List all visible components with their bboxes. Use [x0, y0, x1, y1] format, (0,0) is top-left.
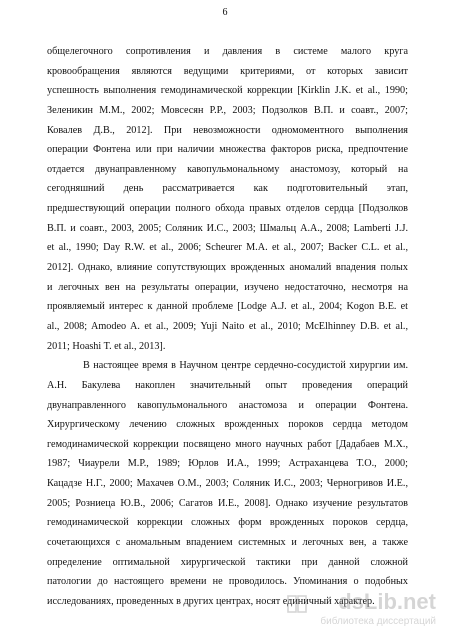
text-line: 2005; Розниеца Ю.В., 2006; Сагатов И.Е., 2008]. Однако изучение результатов — [47, 497, 408, 509]
text-line: отдается двунаправленному кавопульмональному анастомозу, который на — [47, 163, 408, 175]
text-line: В.П. и соавт., 2003, 2005; Соляник И.С., 2003; Шмальц А.А., 2008; Lamberti J.J. — [47, 222, 408, 234]
text-line: двунаправленного кавопульмонального анастомоза и операции Фонтена. — [47, 399, 408, 411]
text-line: 1987; Чиаурели М.Р., 1989; Юрлов И.А., 1999; Астраханцева Т.О., 2000; — [47, 458, 408, 470]
page-number: 6 — [222, 7, 228, 18]
book-icon — [286, 593, 308, 615]
text-line: Ковалев Д.В., 2012]. При невозможности одномоментного выполнения — [47, 124, 408, 136]
text-line: операции Фонтена или при наличии множества факторов риска, предпочтение — [47, 144, 408, 156]
text-line: кровообращения являются ведущими критериями, от которых зависит — [47, 65, 408, 77]
text-line: исследованиях, проведенных в других центрах, носят единичный характер. — [47, 595, 375, 607]
text-line: 2011; Hoashi T. et al., 2013]. — [47, 340, 166, 352]
text-line: проявляемый интерес к данной проблеме [Lodge A.J. et al., 2004; Kogon B.E. et — [47, 301, 408, 313]
text-line: Зеленикин М.М., 2002; Мовсесян Р.Р., 2003; Подзолков В.П. и соавт., 2007; — [47, 104, 408, 116]
text-line: Кацадзе Н.Г., 2000; Махачев О.М., 2003; Соляник И.С., 2003; Черногривов И.Е., — [47, 478, 408, 490]
text-line: et al., 1990; Day R.W. et al., 2006; Scheurer M.A. et al., 2007; Backer C.L. et al., — [47, 242, 408, 254]
text-line: общелегочного сопротивления и давления в системе малого круга — [47, 46, 408, 57]
watermark — [286, 589, 436, 629]
text-line: сегодняшний день рассматривается как подготовительный этап, — [47, 183, 408, 195]
text-line: 2012]. Однако, влияние сопутствующих врожденных аномалий впадения полых — [47, 262, 408, 274]
text-line: В настоящее время в Научном центре сердечно-сосудистой хирургии им. — [83, 360, 408, 372]
text-line: и легочных вен на результаты операции, изучено недостаточно, несмотря на — [47, 281, 408, 293]
text-line: гемодинамической коррекции сложных форм врожденных пороков сердца, — [47, 517, 408, 529]
text-line: патологии до настоящего времени не проводилось. Упоминания о подобных — [47, 576, 408, 588]
watermark-subtitle: библиотека диссертаций — [320, 616, 436, 627]
body-text — [47, 42, 408, 612]
watermark-logo: dsLib.net — [338, 589, 436, 614]
text-line: гемодинамической коррекции посвящено много научных работ [Дадабаев М.Х., — [47, 438, 408, 450]
text-line: сочетающихся с аномальным впадением системных и легочных вен, а также — [47, 537, 408, 549]
text-line: Хирургическому лечению сложных врожденных пороков сердца методом — [47, 419, 408, 431]
text-line: al., 2008; Amodeo A. et al., 2009; Yuji Naito et al., 2010; McElhinney D.B. et al., — [47, 320, 408, 332]
text-line: предшествующий операции полного обхода правых отделов сердца [Подзолков — [47, 203, 408, 215]
text-line: определение оптимальной хирургической тактики при данной сложной — [47, 556, 408, 568]
text-line: успешность выполнения гемодинамической коррекции [Kirklin J.K. et al., 1990; — [47, 85, 408, 97]
text-line: А.Н. Бакулева накоплен значительный опыт проведения операций — [47, 379, 408, 391]
